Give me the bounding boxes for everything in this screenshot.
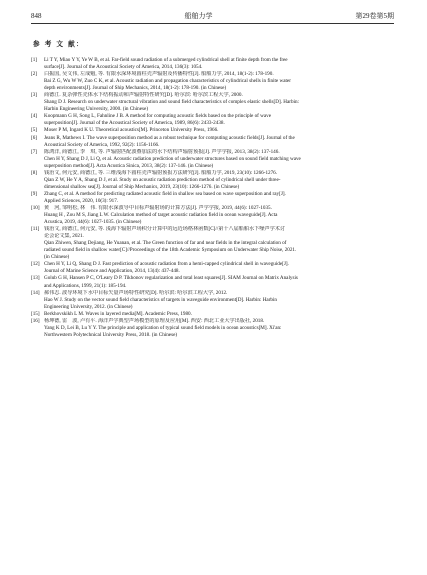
reference-text bbox=[44, 205, 394, 226]
reference-item bbox=[31, 311, 394, 318]
reference-line: Harbin Engineering University, 2000. (in Chinese) bbox=[44, 106, 149, 113]
reference-line: Li T Y, Miao Y Y, Ye W B, et al. Far-field sound radiation of a submerged cylindrical shell at finite depth from the free bbox=[44, 57, 288, 63]
reference-text bbox=[44, 57, 394, 71]
reference-item bbox=[31, 57, 394, 71]
reference-line: 钱治文, 商德江, 何元安, 等. 浅海下辐射声场积分计算中的远近场格林函数[C]//第十八届船舶水下噪声学术讨 bbox=[44, 226, 286, 233]
reference-line: 白振国, 吴文伟, 左成魁, 等. 有限水深环境圆柱壳声辐射及传播特性[J]. 船舶力学, 2014, 18(1-2): 178-190. bbox=[44, 71, 274, 78]
issue-info: 第29卷第5期 bbox=[355, 12, 394, 20]
reference-list bbox=[31, 57, 394, 339]
reference-line: surface[J]. Journal of the Acoustical Society of America, 2014, 136(3): 1054. bbox=[44, 64, 203, 71]
reference-line: Qian Zhiwen, Shang Dejiang, He Yuanan, et al. The Green function of far and near fields in the integral calculation of bbox=[44, 240, 287, 247]
reference-line: Qian Z W, He Y A, Shang D J, et al. Study on acoustic radiation prediction method of cylindrical shell under three- bbox=[44, 176, 281, 183]
reference-line: radiated sound field in shallow water[C]//Proceedings of the 18th Academic Symposium on Underwater Ship Noise, 2021. bbox=[44, 247, 297, 254]
reference-line: (in Chinese) bbox=[44, 254, 70, 261]
reference-item bbox=[31, 261, 394, 275]
reference-number: [15] bbox=[31, 310, 40, 317]
reference-item bbox=[31, 127, 394, 134]
reference-item bbox=[31, 71, 394, 92]
reference-text bbox=[44, 275, 394, 289]
reference-text bbox=[44, 191, 394, 205]
reference-number: [7] bbox=[31, 148, 37, 155]
reference-text bbox=[44, 71, 394, 92]
reference-line: 郝伟志. 波导环境下水中目标矢量声场特性研究[D]. 哈尔滨: 哈尔滨工程大学, 2012. bbox=[44, 289, 228, 296]
reference-line: 论会论文集, 2021. bbox=[44, 233, 84, 240]
reference-line: Acustica, 2019, 44(6): 1027-1035. (in Chinese) bbox=[44, 219, 142, 226]
references-heading: 参 考 文 献： bbox=[33, 40, 85, 48]
reference-item bbox=[31, 191, 394, 205]
reference-line: superposition[J]. Journal of the Acoustical Society of America, 1989, 86(6): 2433-2438. bbox=[44, 120, 225, 127]
reference-number: [3] bbox=[31, 92, 37, 99]
reference-line: and Applications, 1999, 21(1): 185-194. bbox=[44, 282, 127, 289]
reference-line: dimensional shallow sea[J]. Journal of Ship Mechanics, 2019, 23(10): 1266-1276. (in Chinese) bbox=[44, 183, 240, 190]
reference-line: Northwestern Polytechnical University Press, 2018. (in Chinese) bbox=[44, 331, 178, 338]
reference-item bbox=[31, 113, 394, 127]
reference-item bbox=[31, 205, 394, 226]
reference-line: 商德江. 复杂弹性壳体水下结构振动和声辐射特性研究[D]. 哈尔滨: 哈尔滨工程大学, 2000. bbox=[44, 92, 243, 99]
reference-item bbox=[31, 290, 394, 311]
reference-line: superposition method[J]. Acta Acustica Sinica, 2013, 38(2): 137-146. (in Chinese) bbox=[44, 162, 214, 169]
reference-item bbox=[31, 318, 394, 339]
reference-number: [4] bbox=[31, 113, 37, 120]
reference-line: Zhang C, et al. A method for predicting radiated acoustic field in shallow sea based on wave superposition and ray[J]. bbox=[44, 190, 286, 197]
reference-text bbox=[44, 261, 394, 275]
reference-line: 杨坤德, 雷 波, 卢有平. 海洋声学典型声场模型的原理及应用[M]. 西安: 西北工业大学出版社, 2018. bbox=[44, 317, 265, 324]
reference-text bbox=[44, 318, 394, 339]
reference-number: [13] bbox=[31, 275, 40, 282]
reference-line: Applied Sciences, 2020, 10(3): 917. bbox=[44, 197, 119, 204]
reference-line: Berkhovskikh L M. Waves in layered media[M]. Academic Press, 1980. bbox=[44, 310, 192, 317]
reference-line: Moser P M, Ingard K U. Theoretical acoustics[M]. Princeton University Press, 1966. bbox=[44, 127, 219, 134]
reference-text bbox=[44, 290, 394, 311]
reference-number: [6] bbox=[31, 134, 37, 141]
reference-line: Huang H , Zou M S, Jiang L W. Calculation method of target acoustic radiation field in ocean waveguide[J]. Acta bbox=[44, 212, 278, 219]
reference-line: Bai Z G, Wu W W, Zuo C K, et al. Acoustic radiation and propagation characteristics of cylindrical shells in finite water bbox=[44, 78, 291, 85]
reference-item bbox=[31, 92, 394, 113]
reference-line: Koopmann G H, Song L, Fahnline J B. A method for computing acoustic fields based on the principle of wave bbox=[44, 113, 272, 120]
reference-text bbox=[44, 149, 394, 170]
reference-line: Chen H Y, Li Q, Shang D J. Fast prediction of acoustic radiation from a hemi-capped cylindrical shell in waveguide[J]. bbox=[44, 261, 289, 268]
journal-title: 船舶力学 bbox=[184, 12, 213, 20]
reference-number: [1] bbox=[31, 57, 37, 63]
reference-line: Jeans R, Mathews I. The wave superposition method as a robust technique for computing acoustic fields[J]. Journal of the bbox=[44, 134, 295, 141]
reference-line: 陈鸿洋, 商德江, 李 琪, 等. 声辐射匹配波叠加法的水下结构声辐射预报[J]. 声学学报, 2013, 38(2): 137-146. bbox=[44, 148, 280, 155]
reference-number: [9] bbox=[31, 190, 37, 197]
reference-number: [10] bbox=[31, 204, 40, 211]
reference-text bbox=[44, 92, 394, 113]
reference-item bbox=[31, 226, 394, 261]
reference-number: [14] bbox=[31, 289, 40, 296]
reference-item bbox=[31, 135, 394, 149]
reference-number: [5] bbox=[31, 127, 37, 134]
reference-text bbox=[44, 226, 394, 261]
reference-line: Engineering University, 2012. (in Chinese) bbox=[44, 303, 133, 310]
reference-line: Yang K D, Lei B, Lu Y Y. The principle and application of typical sound field models in ocean acoustics[M]. Xi'an: bbox=[44, 324, 282, 331]
reference-line: 黄 河, 邹明松, 林 伟. 有限水深波导中目标声辐射场的计算方法[J]. 声学学报, 2019, 44(6): 1027-1035. bbox=[44, 204, 272, 211]
reference-text bbox=[44, 135, 394, 149]
reference-line: depth environments[J]. Journal of Ship Mechanics, 2014, 18(1-2): 178-190. (in Chinese) bbox=[44, 85, 227, 92]
reference-line: Acoustical Society of America, 1992, 92(2): 1156-1166. bbox=[44, 141, 160, 148]
reference-number: [8] bbox=[31, 169, 37, 176]
reference-text bbox=[44, 170, 394, 191]
reference-item bbox=[31, 170, 394, 191]
reference-line: Hao W J. Study on the vector sound field characteristics of targets in waveguide environment[D]. Harbin: Harbin bbox=[44, 296, 277, 303]
reference-item bbox=[31, 275, 394, 289]
reference-number: [16] bbox=[31, 317, 40, 324]
reference-line: Journal of Marine Science and Application, 2014, 13(4): 437-448. bbox=[44, 268, 180, 275]
reference-text bbox=[44, 311, 394, 318]
reference-line: 钱治文, 何元安, 商德江, 等. 三维浅海下圆柱壳声辐射预报方法研究[J]. 船舶力学, 2019, 23(10): 1266-1276. bbox=[44, 169, 278, 176]
reference-line: Chen H Y, Shang D J, Li Q, et al. Acoustic radiation prediction of underwater structures based on sound field matching wave bbox=[44, 155, 301, 162]
reference-text bbox=[44, 113, 394, 127]
reference-number: [2] bbox=[31, 71, 37, 78]
reference-text bbox=[44, 127, 394, 134]
reference-line: Shang D J. Research on underwater structural vibration and sound field characteristics of complex elastic shells[D]. Harbin: bbox=[44, 99, 299, 106]
page-header bbox=[31, 12, 394, 24]
reference-number: [12] bbox=[31, 261, 40, 268]
reference-item bbox=[31, 149, 394, 170]
reference-line: Golub G H, Hansen P C, O'Leary D P. Tikhonov regularization and total least squares[J]. SIAM Journal on Matrix Analysis bbox=[44, 275, 298, 282]
reference-number: [11] bbox=[31, 226, 40, 233]
page-number: 848 bbox=[31, 12, 42, 20]
